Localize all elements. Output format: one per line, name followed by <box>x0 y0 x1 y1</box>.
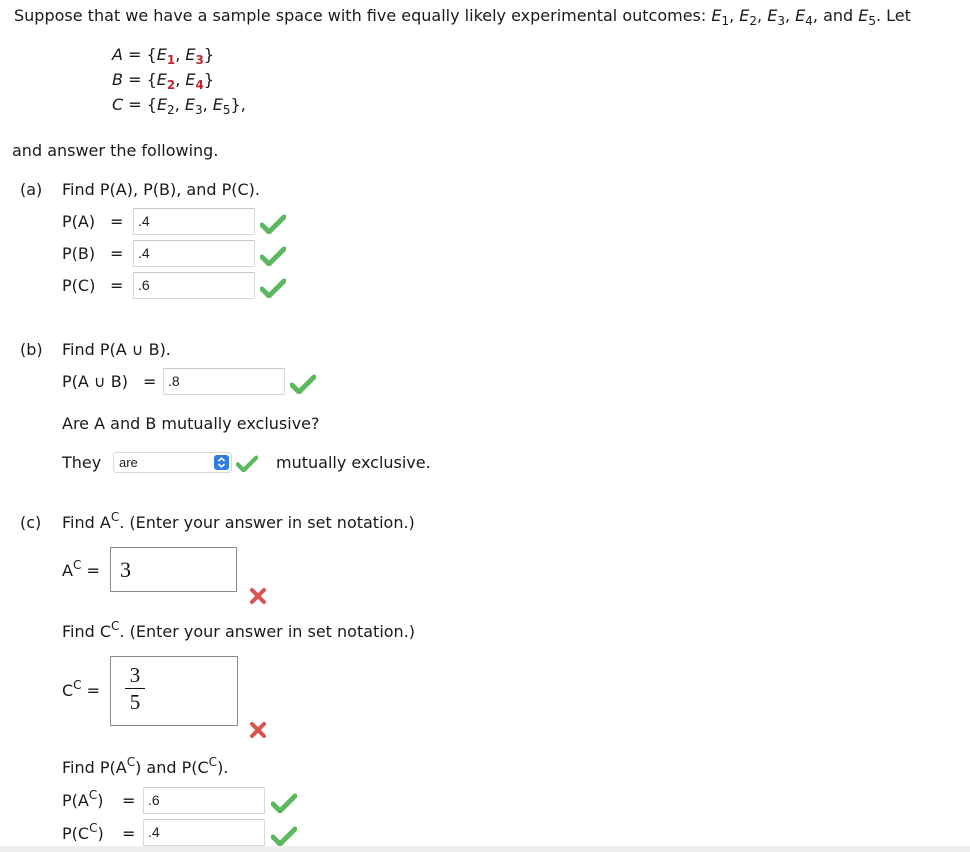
incorrect-x-icon <box>249 721 267 739</box>
part-c-question-prob: Find $P(A^C)$ and $P(C^C)$. <box>62 755 229 777</box>
correct-check-icon <box>236 455 258 472</box>
pb-label: P(B) <box>62 244 96 263</box>
part-a-label: (a) <box>20 180 43 199</box>
pc-equals: = <box>110 276 124 295</box>
pac-input[interactable]: .6 <box>143 787 265 814</box>
union-input[interactable]: .8 <box>163 368 285 395</box>
set-c-definition: $C = \{E_2$, $E_3$, $E_5$}, <box>112 95 246 117</box>
part-b-question: Find P(A ∪ B). <box>62 340 171 359</box>
set-a-definition: $A = \{E_1$, $E_3$} <box>112 45 215 67</box>
pa-input[interactable]: .4 <box>133 208 255 235</box>
cc-label: $C^C$ = <box>62 678 101 700</box>
cc-fraction <box>125 664 145 713</box>
correct-check-icon <box>260 246 286 266</box>
correct-check-icon <box>260 214 286 234</box>
ac-label: $A^C$ = <box>62 558 100 580</box>
mutual-exclusive-question: Are A and B mutually exclusive? <box>62 414 320 433</box>
pcc-equals: = <box>122 824 136 843</box>
union-equals: = <box>143 372 157 391</box>
pc-label: P(C) <box>62 276 96 295</box>
mutual-exclusive-suffix: mutually exclusive. <box>276 453 431 472</box>
union-label: P(A ∪ B) <box>62 372 128 391</box>
bottom-divider <box>0 846 970 852</box>
correct-check-icon <box>271 826 297 846</box>
pac-label: $P(A^C)$ <box>62 788 104 810</box>
cc-input[interactable] <box>110 656 238 726</box>
part-c-question-cc: Find $C^C$. (Enter your answer in set notation.) <box>62 619 416 641</box>
correct-check-icon <box>271 793 297 813</box>
incorrect-x-icon <box>249 587 267 605</box>
correct-check-icon <box>290 374 316 394</box>
pcc-label: $P(C^C)$ <box>62 821 104 843</box>
cc-numerator: 3 <box>129 663 141 687</box>
pc-input[interactable]: .6 <box>133 272 255 299</box>
part-c-label: (c) <box>20 513 42 532</box>
pa-equals: = <box>110 212 124 231</box>
pb-equals: = <box>110 244 124 263</box>
problem-statement: Suppose that we have a sample space with five equally likely experimental outcomes: $E_1$, $E_2$, $E_3$, $E_4$, and $E_5$. Let <box>14 6 911 28</box>
part-a-question: Find P(A), P(B), and P(C). <box>62 180 260 199</box>
pac-equals: = <box>122 791 136 810</box>
select-value: are <box>119 455 138 470</box>
instruction-text: and answer the following. <box>12 141 219 160</box>
pb-input[interactable]: .4 <box>133 240 255 267</box>
they-label: They <box>62 453 102 472</box>
part-b-label: (b) <box>20 340 43 359</box>
mutual-exclusive-select[interactable] <box>113 452 232 473</box>
correct-check-icon <box>260 278 286 298</box>
cc-denominator: 5 <box>129 690 141 714</box>
ac-input[interactable]: 3 <box>110 547 237 592</box>
pa-label: P(A) <box>62 212 96 231</box>
set-b-definition: $B = \{E_2$, $E_4$} <box>112 70 215 92</box>
select-chevron-icon <box>214 455 229 470</box>
part-c-question-ac: Find $A^C$. (Enter your answer in set notation.) <box>62 510 415 532</box>
pcc-input[interactable]: .4 <box>143 819 265 846</box>
